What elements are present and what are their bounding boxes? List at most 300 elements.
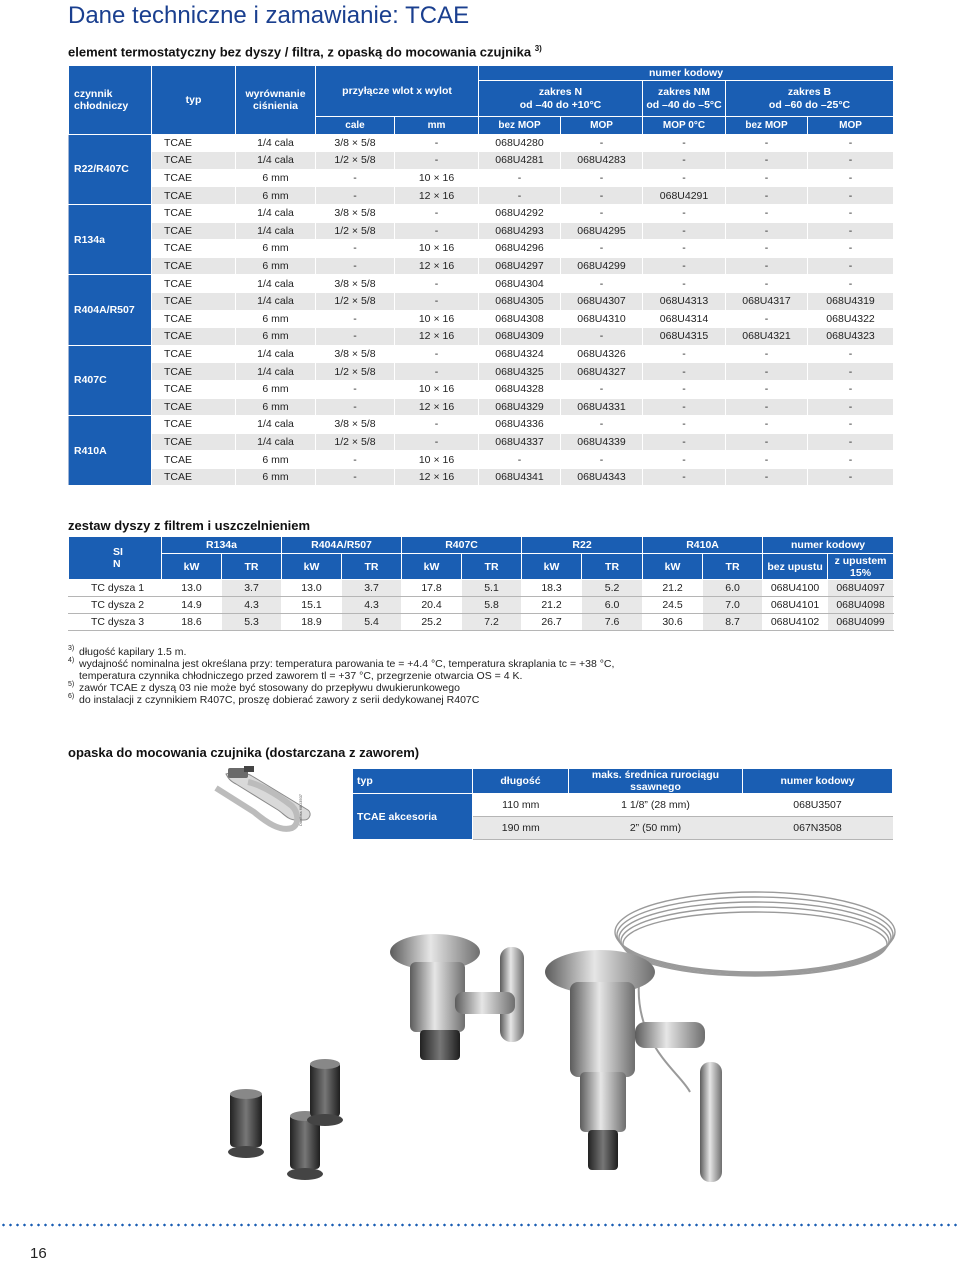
nozzle-header-z-upustem: z upustem 15% bbox=[828, 554, 894, 580]
table-cell: 1/4 cala bbox=[236, 416, 316, 434]
table-cell: 30.6 bbox=[643, 614, 703, 631]
table-row bbox=[69, 614, 894, 631]
header-bez-mop-b: bez MOP bbox=[726, 117, 808, 135]
table-cell: 5.4 bbox=[342, 614, 402, 631]
table-cell: 26.7 bbox=[522, 614, 582, 631]
table-cell: 068U4313 bbox=[643, 292, 726, 310]
table-cell: - bbox=[808, 363, 894, 381]
table-cell: TCAE bbox=[152, 169, 236, 187]
table-cell: 6 mm bbox=[236, 451, 316, 469]
table-cell: TCAE bbox=[152, 345, 236, 363]
table-cell: 4.3 bbox=[342, 597, 402, 614]
table-cell: 1/4 cala bbox=[236, 204, 316, 222]
header-range-b: zakres B od –60 do –25°C bbox=[726, 81, 894, 117]
table-cell: 068U4304 bbox=[479, 275, 561, 293]
table-cell: - bbox=[726, 310, 808, 328]
table-row bbox=[69, 204, 894, 222]
table-cell: - bbox=[561, 451, 643, 469]
nozzle-header-kw: kW bbox=[402, 554, 462, 580]
table-cell: TC dysza 3 bbox=[69, 614, 162, 631]
table-cell: TCAE bbox=[152, 328, 236, 346]
table-cell: - bbox=[316, 187, 395, 205]
header-type: typ bbox=[152, 66, 236, 135]
table-cell: - bbox=[561, 134, 643, 152]
table-cell: - bbox=[643, 451, 726, 469]
table-cell: - bbox=[316, 257, 395, 275]
table-cell: - bbox=[808, 433, 894, 451]
table-cell: 1/4 cala bbox=[236, 275, 316, 293]
footnote-text: długość kapilary 1.5 m. bbox=[79, 646, 187, 658]
table-cell: 18.3 bbox=[522, 580, 582, 597]
table-cell: - bbox=[808, 134, 894, 152]
table-cell: 068U4308 bbox=[479, 310, 561, 328]
table-cell: - bbox=[726, 152, 808, 170]
table-cell: - bbox=[561, 204, 643, 222]
table-cell: - bbox=[479, 169, 561, 187]
table-cell: 13.0 bbox=[282, 580, 342, 597]
table-cell: - bbox=[316, 451, 395, 469]
nozzle-inserts bbox=[228, 1059, 343, 1180]
table-cell: TCAE bbox=[152, 398, 236, 416]
table-row bbox=[69, 169, 894, 187]
header-mop-b: MOP bbox=[808, 117, 894, 135]
page-number: 16 bbox=[30, 1245, 47, 1261]
table-cell: - bbox=[808, 380, 894, 398]
table-cell: 068U4317 bbox=[726, 292, 808, 310]
table-cell: - bbox=[643, 134, 726, 152]
refrigerant-cell: R22/R407C bbox=[69, 134, 152, 204]
table-cell: - bbox=[316, 169, 395, 187]
header-mop0: MOP 0°C bbox=[643, 117, 726, 135]
table-cell: - bbox=[395, 292, 479, 310]
acc-header-diameter: maks. średnica rurociągu ssawnego bbox=[569, 769, 743, 794]
nozzle-header-code: numer kodowy bbox=[763, 537, 894, 554]
table-cell: 6.0 bbox=[582, 597, 643, 614]
nozzle-header-r410a: R410A bbox=[643, 537, 763, 554]
table-cell: 6 mm bbox=[236, 310, 316, 328]
table-row bbox=[69, 416, 894, 434]
table-cell: 068U4101 bbox=[763, 597, 828, 614]
table-row bbox=[69, 451, 894, 469]
nozzle-header-r22: R22 bbox=[522, 537, 643, 554]
table-cell: 068U4281 bbox=[479, 152, 561, 170]
nozzle-header-si-n: SI N bbox=[69, 537, 162, 580]
table-cell: 21.2 bbox=[522, 597, 582, 614]
table-cell: TCAE bbox=[152, 275, 236, 293]
table-cell: TCAE bbox=[152, 468, 236, 486]
table-cell: TC dysza 1 bbox=[69, 580, 162, 597]
header-bez-mop: bez MOP bbox=[479, 117, 561, 135]
table-cell: 18.6 bbox=[162, 614, 222, 631]
table-cell: 12 × 16 bbox=[395, 328, 479, 346]
table-row bbox=[69, 597, 894, 614]
table-cell: 068U4280 bbox=[479, 134, 561, 152]
table-row bbox=[69, 292, 894, 310]
table-cell: 068U4100 bbox=[763, 580, 828, 597]
acc-code: 068U3507 bbox=[743, 794, 893, 817]
table-cell: - bbox=[316, 310, 395, 328]
table-cell: 3.7 bbox=[342, 580, 402, 597]
table-cell: - bbox=[561, 187, 643, 205]
table-cell: - bbox=[643, 380, 726, 398]
table-cell: TCAE bbox=[152, 204, 236, 222]
table-cell: - bbox=[395, 416, 479, 434]
table-cell: - bbox=[316, 240, 395, 258]
table-cell: 7.2 bbox=[462, 614, 522, 631]
table-cell: 6 mm bbox=[236, 380, 316, 398]
main-table bbox=[68, 65, 894, 486]
table-cell: 6 mm bbox=[236, 398, 316, 416]
table-cell: 6 mm bbox=[236, 169, 316, 187]
table-cell: - bbox=[726, 222, 808, 240]
nozzle-header-tr: TR bbox=[462, 554, 522, 580]
table-cell: 4.3 bbox=[222, 597, 282, 614]
header-equalization: wyrównanie ciśnienia bbox=[236, 66, 316, 135]
table-cell: - bbox=[395, 363, 479, 381]
table-cell: 24.5 bbox=[643, 597, 703, 614]
table-cell: 14.9 bbox=[162, 597, 222, 614]
table-cell: 12 × 16 bbox=[395, 257, 479, 275]
footnote-text: do instalacji z czynnikiem R407C, proszę dobierać zawory z serii dedykowanej R407C bbox=[79, 694, 480, 706]
table-cell: 068U4299 bbox=[561, 257, 643, 275]
refrigerant-cell: R407C bbox=[69, 345, 152, 415]
table-cell: - bbox=[561, 240, 643, 258]
table-cell: - bbox=[726, 257, 808, 275]
table-cell: 068U4337 bbox=[479, 433, 561, 451]
refrigerant-cell: R410A bbox=[69, 416, 152, 486]
accessory-table bbox=[352, 768, 893, 840]
table-cell: - bbox=[726, 398, 808, 416]
table-cell: - bbox=[808, 257, 894, 275]
nozzle-header-kw: kW bbox=[282, 554, 342, 580]
footnote-ref: 5) bbox=[68, 681, 75, 688]
table-cell: 12 × 16 bbox=[395, 398, 479, 416]
table-cell: - bbox=[479, 451, 561, 469]
table-cell: 068U4323 bbox=[808, 328, 894, 346]
table-cell: - bbox=[726, 345, 808, 363]
nozzle-header-tr: TR bbox=[703, 554, 763, 580]
table-row bbox=[69, 363, 894, 381]
table-cell: - bbox=[808, 468, 894, 486]
table-cell: - bbox=[395, 222, 479, 240]
product-photo bbox=[210, 862, 910, 1212]
table-cell: 10 × 16 bbox=[395, 169, 479, 187]
table-cell: 20.4 bbox=[402, 597, 462, 614]
table-cell: 1/4 cala bbox=[236, 222, 316, 240]
acc-diameter: 2” (50 mm) bbox=[569, 817, 743, 840]
table-cell: 6 mm bbox=[236, 257, 316, 275]
table-cell: - bbox=[808, 345, 894, 363]
table-cell: 1/2 × 5/8 bbox=[316, 292, 395, 310]
table-cell: 068U4321 bbox=[726, 328, 808, 346]
table-cell: - bbox=[808, 398, 894, 416]
table-cell: - bbox=[561, 380, 643, 398]
table-cell: 068U4329 bbox=[479, 398, 561, 416]
table-row bbox=[69, 152, 894, 170]
table-row bbox=[69, 134, 894, 152]
nozzle-header-tr: TR bbox=[342, 554, 402, 580]
table-cell: - bbox=[316, 468, 395, 486]
table-cell: 068U4327 bbox=[561, 363, 643, 381]
table-cell: 12 × 16 bbox=[395, 468, 479, 486]
sensor-strap-image bbox=[188, 766, 328, 838]
table-cell: 10 × 16 bbox=[395, 240, 479, 258]
table-cell: TCAE bbox=[152, 222, 236, 240]
table-cell: - bbox=[643, 204, 726, 222]
table-cell: - bbox=[561, 169, 643, 187]
table-cell: 5.8 bbox=[462, 597, 522, 614]
table-row bbox=[69, 468, 894, 486]
table-cell: - bbox=[643, 257, 726, 275]
capillary-coil bbox=[615, 892, 895, 976]
table-cell: - bbox=[726, 380, 808, 398]
table-cell: - bbox=[808, 222, 894, 240]
footnotes bbox=[68, 646, 614, 706]
table-cell: 1/4 cala bbox=[236, 433, 316, 451]
table-cell: 1/4 cala bbox=[236, 292, 316, 310]
table-cell: 068U4310 bbox=[561, 310, 643, 328]
table-row bbox=[69, 275, 894, 293]
table-cell: - bbox=[726, 240, 808, 258]
refrigerant-cell: R134a bbox=[69, 204, 152, 274]
table-cell: 7.0 bbox=[703, 597, 763, 614]
table-cell: 8.7 bbox=[703, 614, 763, 631]
nozzle-table-subtitle: zestaw dyszy z filtrem i uszczelnieniem bbox=[68, 518, 311, 533]
nozzle-header-kw: kW bbox=[162, 554, 222, 580]
table-cell: 068U4291 bbox=[643, 187, 726, 205]
table-cell: 1/4 cala bbox=[236, 345, 316, 363]
table-cell: TCAE bbox=[152, 433, 236, 451]
table-cell: 1/2 × 5/8 bbox=[316, 363, 395, 381]
footnote bbox=[68, 694, 614, 706]
accessory-subtitle: opaska do mocowania czujnika (dostarczana z zaworem) bbox=[68, 745, 420, 760]
table-cell: - bbox=[726, 275, 808, 293]
table-cell: 068U4305 bbox=[479, 292, 561, 310]
table-row bbox=[69, 433, 894, 451]
table-cell: - bbox=[395, 134, 479, 152]
table-cell: 17.8 bbox=[402, 580, 462, 597]
table-cell: 068U4309 bbox=[479, 328, 561, 346]
table-cell: - bbox=[726, 204, 808, 222]
refrigerant-cell: R404A/R507 bbox=[69, 275, 152, 345]
table-cell: 068U4339 bbox=[561, 433, 643, 451]
table-cell: 068U4283 bbox=[561, 152, 643, 170]
table-cell: 15.1 bbox=[282, 597, 342, 614]
table-cell: 068U4297 bbox=[479, 257, 561, 275]
acc-diameter: 1 1/8” (28 mm) bbox=[569, 794, 743, 817]
table-row bbox=[69, 257, 894, 275]
footnote bbox=[68, 658, 614, 670]
table-cell: 10 × 16 bbox=[395, 380, 479, 398]
table-cell: 6.0 bbox=[703, 580, 763, 597]
table-row bbox=[69, 328, 894, 346]
nozzle-header-r134a: R134a bbox=[162, 537, 282, 554]
main-table-subtitle: element termostatyczny bez dyszy / filtra, z opaską do mocowania czujnika $^{3)}$ bbox=[68, 44, 542, 60]
footnote-text: temperatura czynnika chłodniczego przed zaworem tl = +37 °C, przegrzenie otwarcia OS = 4 K. bbox=[79, 670, 523, 682]
footnote-text: wydajność nominalna jest określana przy: temperatura parowania te = +4.4 °C, temperatura skraplania tc = +38 °C, bbox=[79, 658, 615, 670]
table-cell: 068U4295 bbox=[561, 222, 643, 240]
table-cell: - bbox=[316, 398, 395, 416]
table-cell: 10 × 16 bbox=[395, 310, 479, 328]
acc-code: 067N3508 bbox=[743, 817, 893, 840]
table-row bbox=[69, 398, 894, 416]
footnote-text: zawór TCAE z dyszą 03 nie może być stosowany do przepływu dwukierunkowego bbox=[79, 682, 460, 694]
table-cell: TCAE bbox=[152, 134, 236, 152]
acc-length: 110 mm bbox=[473, 794, 569, 817]
table-cell: 068U4314 bbox=[643, 310, 726, 328]
table-cell: 068U4307 bbox=[561, 292, 643, 310]
table-cell: - bbox=[726, 416, 808, 434]
header-mop: MOP bbox=[561, 117, 643, 135]
table-cell: 068U4098 bbox=[828, 597, 894, 614]
table-row bbox=[69, 310, 894, 328]
table-cell: 10 × 16 bbox=[395, 451, 479, 469]
table-cell: - bbox=[726, 134, 808, 152]
table-cell: - bbox=[808, 451, 894, 469]
footnote bbox=[68, 646, 614, 658]
table-cell: 6 mm bbox=[236, 187, 316, 205]
table-cell: - bbox=[726, 468, 808, 486]
nozzle-table bbox=[68, 536, 894, 631]
table-cell: TCAE bbox=[152, 310, 236, 328]
table-cell: 1/2 × 5/8 bbox=[316, 152, 395, 170]
header-cale: cale bbox=[316, 117, 395, 135]
footnote-ref: 6) bbox=[68, 693, 75, 700]
table-cell: - bbox=[561, 275, 643, 293]
table-cell: - bbox=[726, 187, 808, 205]
table-cell: - bbox=[643, 433, 726, 451]
table-cell: - bbox=[643, 416, 726, 434]
nozzle-header-r404a: R404A/R507 bbox=[282, 537, 402, 554]
table-cell: 1/4 cala bbox=[236, 152, 316, 170]
table-cell: - bbox=[643, 345, 726, 363]
table-cell: TCAE bbox=[152, 292, 236, 310]
table-cell: 068U4097 bbox=[828, 580, 894, 597]
table-cell: - bbox=[643, 222, 726, 240]
table-cell: 6 mm bbox=[236, 240, 316, 258]
table-cell: 068U4326 bbox=[561, 345, 643, 363]
table-cell: 1/4 cala bbox=[236, 363, 316, 381]
nozzle-header-kw: kW bbox=[522, 554, 582, 580]
table-row bbox=[69, 240, 894, 258]
table-cell: 068U4296 bbox=[479, 240, 561, 258]
table-cell: 1/2 × 5/8 bbox=[316, 433, 395, 451]
table-cell: - bbox=[808, 152, 894, 170]
nozzle-header-bez-upustu: bez upustu bbox=[763, 554, 828, 580]
table-cell: 25.2 bbox=[402, 614, 462, 631]
page-title: Dane techniczne i zamawianie: TCAE bbox=[68, 2, 470, 29]
bottom-dotted-rule bbox=[0, 1223, 960, 1227]
table-cell: 3.7 bbox=[222, 580, 282, 597]
table-cell: - bbox=[561, 328, 643, 346]
table-cell: - bbox=[808, 416, 894, 434]
table-cell: 068U4328 bbox=[479, 380, 561, 398]
nozzle-header-kw: kW bbox=[643, 554, 703, 580]
table-cell: TCAE bbox=[152, 380, 236, 398]
table-cell: 068U4324 bbox=[479, 345, 561, 363]
table-cell: 068U4293 bbox=[479, 222, 561, 240]
table-cell: 21.2 bbox=[643, 580, 703, 597]
table-cell: - bbox=[726, 433, 808, 451]
table-cell: TCAE bbox=[152, 451, 236, 469]
nozzle-header-tr: TR bbox=[222, 554, 282, 580]
table-cell: TCAE bbox=[152, 152, 236, 170]
table-row bbox=[69, 187, 894, 205]
table-cell: - bbox=[316, 380, 395, 398]
nozzle-header-tr: TR bbox=[582, 554, 643, 580]
acc-length: 190 mm bbox=[473, 817, 569, 840]
table-cell: 3/8 × 5/8 bbox=[316, 275, 395, 293]
footnote bbox=[68, 670, 614, 682]
table-cell: 068U4102 bbox=[763, 614, 828, 631]
table-cell: - bbox=[726, 363, 808, 381]
table-cell: - bbox=[643, 152, 726, 170]
table-cell: - bbox=[316, 328, 395, 346]
table-cell: TCAE bbox=[152, 416, 236, 434]
footnote bbox=[68, 682, 614, 694]
table-cell: - bbox=[479, 187, 561, 205]
table-cell: - bbox=[726, 451, 808, 469]
table-cell: 5.3 bbox=[222, 614, 282, 631]
table-row bbox=[69, 345, 894, 363]
table-cell: 068U4331 bbox=[561, 398, 643, 416]
table-cell: 068U4292 bbox=[479, 204, 561, 222]
table-cell: - bbox=[395, 204, 479, 222]
table-cell: - bbox=[808, 275, 894, 293]
table-cell: 6 mm bbox=[236, 328, 316, 346]
table-cell: TCAE bbox=[152, 187, 236, 205]
table-cell: - bbox=[643, 275, 726, 293]
table-cell: TCAE bbox=[152, 240, 236, 258]
table-cell: 068U4341 bbox=[479, 468, 561, 486]
table-cell: 068U4336 bbox=[479, 416, 561, 434]
table-cell: - bbox=[643, 398, 726, 416]
table-cell: - bbox=[395, 433, 479, 451]
table-cell: 1/4 cala bbox=[236, 134, 316, 152]
table-cell: - bbox=[643, 363, 726, 381]
table-cell: 5.1 bbox=[462, 580, 522, 597]
table-cell: 068U4343 bbox=[561, 468, 643, 486]
table-row bbox=[69, 380, 894, 398]
table-cell: 068U4322 bbox=[808, 310, 894, 328]
table-cell: - bbox=[643, 240, 726, 258]
table-cell: 12 × 16 bbox=[395, 187, 479, 205]
strap-label: Danfoss 68U3507 bbox=[298, 793, 303, 826]
table-cell: - bbox=[395, 152, 479, 170]
header-code-number: numer kodowy bbox=[479, 66, 894, 81]
table-cell: 13.0 bbox=[162, 580, 222, 597]
table-cell: - bbox=[808, 204, 894, 222]
acc-header-type: typ bbox=[353, 769, 473, 794]
table-cell: 068U4319 bbox=[808, 292, 894, 310]
table-cell: TCAE bbox=[152, 257, 236, 275]
table-cell: - bbox=[808, 187, 894, 205]
nozzle-header-r407c: R407C bbox=[402, 537, 522, 554]
table-cell: - bbox=[395, 345, 479, 363]
table-cell: - bbox=[808, 169, 894, 187]
acc-header-length: długość bbox=[473, 769, 569, 794]
table-cell: - bbox=[808, 240, 894, 258]
table-cell: 068U4315 bbox=[643, 328, 726, 346]
table-cell: 1/2 × 5/8 bbox=[316, 222, 395, 240]
header-range-n: zakres N od –40 do +10°C bbox=[479, 81, 643, 117]
table-cell: 5.2 bbox=[582, 580, 643, 597]
footnote-ref: 4) bbox=[68, 657, 75, 664]
table-cell: 18.9 bbox=[282, 614, 342, 631]
table-cell: - bbox=[726, 169, 808, 187]
table-cell: - bbox=[643, 468, 726, 486]
table-cell: TC dysza 2 bbox=[69, 597, 162, 614]
